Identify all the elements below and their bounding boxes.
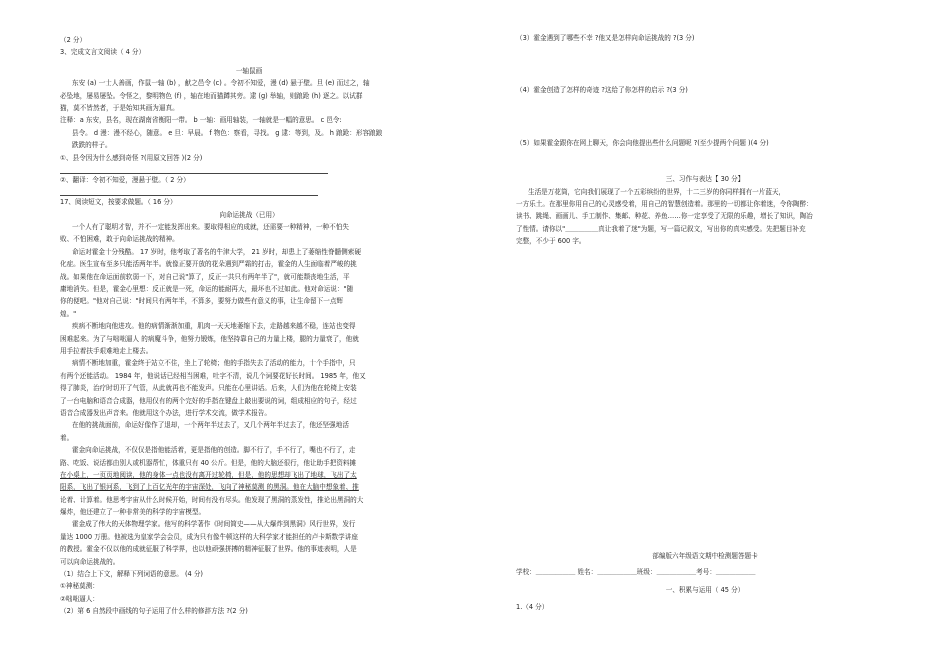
- composition-line: 完整，不少于 600 字。: [516, 237, 586, 246]
- question-4-right: （4）霍金创造了怎样的奇迹 ?这给了你怎样的启示 ?(3 分): [516, 86, 688, 95]
- note-line: 注释：a 东安，县名，现在湖南省衡阳一带。 b 一轴：画用轴装，一轴就是一幅的意思。 c 邑令:: [60, 116, 342, 125]
- left-column: [60, 0, 438, 618]
- composition-line: 读书、跳绳、画画儿、手工制作、集邮、种花、养鱼……你一定享受了无限的乐趣，增长了知识，陶冶: [516, 212, 813, 221]
- question-3-2: ②、翻译：令初不知爱，漫悬于壁。（ 2 分）: [60, 175, 190, 184]
- answer-line: [60, 164, 328, 174]
- sub-question-2: （2）第 6 自然段中画线的句子运用了什么样的修辞方法 ?(2 分): [60, 607, 248, 616]
- answer-line: [60, 186, 318, 196]
- essay-line: 庸地消失。但是，霍金心里想：反正就是一死，命运的能耐再大，最坏也不过如此。他对命运说："随: [60, 285, 354, 294]
- essay-line: 论着、计算着。他思考宇宙从什么时候开始，时间有没有尽头。他发现了黑洞的蒸发性，推论出黑洞的大: [60, 495, 364, 504]
- essay-line: 命运对霍金十分残酷。 17 岁时，他考取了著名的牛津大学， 21 岁时，却患上了萎缩性脊髓侧索硬: [72, 247, 361, 256]
- sub-question-1b: ②咄咄逼人：: [60, 594, 99, 603]
- essay-line: 化症。医生宣布至多只能活两年半。就像正要开放的花朵遇到严霜的打击，霍金的人生面临着严峻的挑: [60, 260, 357, 269]
- essay-line: 败、不怕困难，敢于向命运挑战的精神。: [60, 235, 179, 244]
- essay-line: 你的便吧。"他对自己说："时间只有两年半，不算多，要努力做些有意义的事，让生命留下一点辉: [60, 297, 344, 306]
- essay-line-underlined: 阳系，飞出了银河系，飞到了上百亿光年的宇宙深处，飞向了神秘莫测 的黑洞。他在大脑中想象着、推: [60, 483, 359, 492]
- question-3-title: 3、完成文言文阅读（ 4 分）: [60, 48, 146, 57]
- note-line: 县令。 d 漫：漫不经心，随意。 e 旦：早晨。 f 物色：察看，寻找。 g 逮：等到，及。 h 踉跄：形容踉踉: [72, 128, 383, 137]
- essay-line: 在他的挑战面前，命运好像作了退却，一个两年半过去了，又几个两年半过去了，他还坚强地活: [72, 421, 349, 430]
- sub-question-1: （1）结合上下文，解释下列词语的意思。 (4 分): [60, 570, 204, 579]
- text-line: 东安 (a) 一士人善画，作鼠一轴 (b) ，献之邑令 (c) 。令初不知爱，漫 (d) 悬于壁。旦 (e) 而过之，轴: [72, 79, 370, 88]
- answer-sheet-title: 部编版六年级语文期中检测题答题卡: [652, 551, 758, 560]
- essay-line: 可以向命运挑战的。: [60, 557, 120, 566]
- essay-line: 有两个还能活动。 1984 年，他说话已经相当困难，吐字不清，说几个词要花好长时间。 1985 年，他又: [60, 371, 366, 380]
- essay-line: 爆炸，他还建立了一种非常美的科学的宇宙模型。: [60, 508, 206, 517]
- essay-line: 语音合成器发出声音来。他就用这个办法，进行学术交流，做学术报告。: [60, 408, 271, 417]
- essay-line: 疾病不断地向他进攻。他的病情渐渐加重，肌肉一天天地萎缩下去，走路越来越不稳，连站也变得: [72, 322, 356, 331]
- section-1-title: 一、积累与运用（ 45 分）: [665, 586, 745, 595]
- essay-line: 的教授。霍金不仅以他的成就征服了科学界，也以他顽强拼搏的精神征服了世界。他的事迹表明，人是: [60, 545, 357, 554]
- section-3-title: 三、习作与表达【 30 分】: [665, 175, 745, 184]
- classical-text-title: 一轴鼠画: [235, 66, 263, 75]
- essay-line: 了一台电脑和语音合成器，他用仅有的两个完好的手指在键盘上敲出要说的词，组成相应的句子，经过: [60, 396, 357, 405]
- composition-line: 一方乐土。在那里你用自己的心灵感受着，用自己的智慧创造着。那里的一切都让你着迷，令你陶醉：: [516, 199, 813, 208]
- question-5-right: （5）如果霍金跟你在网上聊天，你会向他提出些什么问题呢 ?(至少提两个问题 )(4 分): [516, 138, 769, 147]
- essay-line: 战。如果他在命运面前软弱一下，对自己说"算了，反正一共只有两年半了"，就可能颓丧地生活，平: [60, 272, 350, 281]
- text-line: 必坠地，屡易屡坠。令怪之，黎明物色 (f) ，轴在地而猫蹲其旁。逮 (g) 举轴，则踉跄 (h) 逐之。以试群: [60, 91, 363, 100]
- essay-line: 着。: [60, 433, 74, 442]
- note-line: 跌跌的样子。: [72, 141, 112, 150]
- sub-question-1a: ①神秘莫测：: [60, 582, 99, 591]
- composition-line: 生活是万花筒，它向我们展现了一个五彩缤纷的世界，十二三岁的你同样拥有一片蓝天，: [528, 187, 786, 196]
- question-3-1: ①、县令因为什么感到奇怪 ?(用原文回答 )(2 分): [60, 153, 203, 162]
- answer-1-label: 1.（4 分）: [516, 602, 549, 611]
- essay-line: 病情不断地加重，霍金终于站立不住，坐上了轮椅；他的手指失去了活动的能力，十个手指中，只: [72, 359, 356, 368]
- question-3-right: （3）霍金遇到了哪些不幸 ?他又是怎样向命运挑战的 ?(3 分): [516, 34, 695, 42]
- question-17: 17、阅读短文，按要求做题。（ 16 分）: [60, 198, 177, 207]
- essay-line: 得了肺炎，治疗时切开了气管，从此就再也不能发声。只能在心里讲话。后来，人们为他在轮椅上安装: [60, 384, 357, 393]
- score-note: （2 分）: [60, 36, 87, 44]
- right-column: [516, 0, 894, 613]
- essay-line: 用手拉着扶手艰难地走上楼去。: [60, 346, 153, 355]
- text-line: 猫，莫不皆然者，于是始知其画为逼真。: [60, 103, 179, 112]
- essay-line: 霍金成了伟大的天体物理学家。他写的科学著作《时间简史——从大爆炸到黑洞》风行世界，发行: [72, 520, 356, 529]
- essay-line: 量达 1000 万册。他被选为皇家学会会员，成为只有像牛顿这样的大科学家才能担任的卢卡斯数学讲座: [60, 532, 358, 541]
- essay-line: 困难起来。为了与咄咄逼人 的病魔斗争，他努力锻炼，他坚持靠自己的力量上楼，腿的力量衰了，他就: [60, 334, 359, 343]
- essay-title: 向命运挑战（已用）: [219, 210, 279, 219]
- essay-line: 一个人有了聪明才智，并不一定能发挥出来。要取得相应的成就，还需要一种精神，一种不怕失: [72, 223, 349, 232]
- essay-line-underlined: 在小桌上，一页页地阅读，他的身体一点也没有离开过轮椅，但是，他的思想却飞出了地球，飞出了太: [60, 470, 357, 479]
- essay-line: 霍金向命运挑战，不仅仅是指他能活着，更是指他的创造。脚不行了，手不行了，嘴也不行了，走: [72, 446, 356, 455]
- composition-line: 了性情。请你以"＿＿＿＿＿真让我着了迷"为题，写一篇记叙文，写出你的真实感受。先把题目补充: [516, 224, 806, 233]
- essay-line: 路、吃饭、说话都由别人或机器帮忙，体重只有 40 公斤。但是，他的大脑还很行，他让助手把资料摊: [60, 458, 357, 467]
- essay-line: 煌。": [60, 309, 77, 318]
- student-info-row: 学校：＿＿＿＿＿＿ 姓名：＿＿＿＿＿＿班级：＿＿＿＿＿＿考号：＿＿＿＿＿＿: [516, 567, 756, 576]
